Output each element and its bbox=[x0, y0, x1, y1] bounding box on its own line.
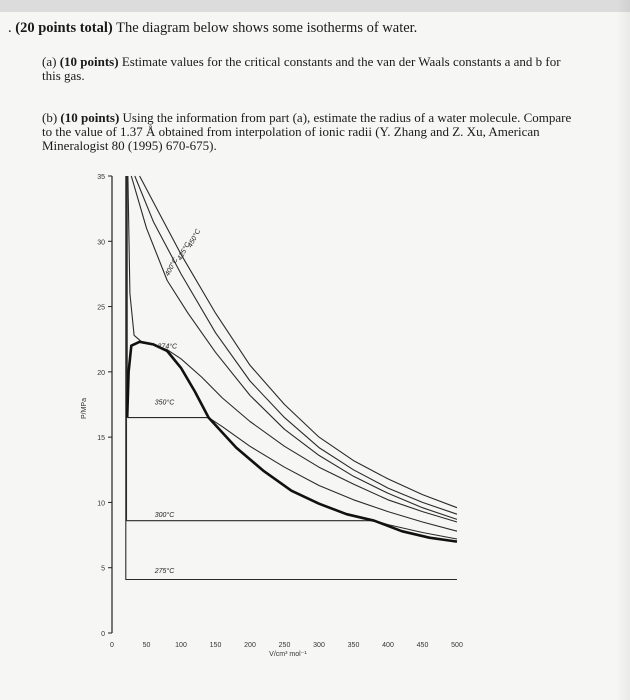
x-tick-label: 0 bbox=[110, 642, 114, 649]
isotherm-line bbox=[127, 176, 458, 539]
x-tick-label: 400 bbox=[382, 642, 394, 649]
isotherm-line bbox=[128, 176, 457, 522]
x-tick-label: 100 bbox=[175, 642, 187, 649]
x-tick-label: 350 bbox=[347, 642, 360, 649]
part-a-points: (10 points) bbox=[59, 54, 119, 69]
isotherm-chart bbox=[72, 168, 472, 688]
isotherm-label: 450°C bbox=[186, 228, 203, 249]
part-a-text: Estimate values for the critical constants and the van der Waals constants a and b for this gas. bbox=[42, 54, 561, 83]
y-tick-label: 25 bbox=[97, 304, 105, 312]
x-axis-label: V/cm³ mol⁻¹ bbox=[269, 651, 307, 658]
isotherm-label: 275°C bbox=[154, 567, 175, 575]
problem-text: The diagram below shows some isotherms of water. bbox=[112, 20, 418, 36]
y-tick-label: 30 bbox=[97, 239, 105, 247]
problem-points: (20 points total) bbox=[15, 20, 113, 36]
x-tick-label: 300 bbox=[313, 642, 325, 649]
isotherm-label: 350°C bbox=[154, 399, 175, 407]
y-tick-label: 35 bbox=[97, 174, 105, 181]
x-tick-label: 200 bbox=[244, 642, 256, 649]
isotherm-label: 400°C bbox=[164, 256, 180, 278]
isotherm-label: 374°C bbox=[157, 343, 178, 351]
coexistence-curve bbox=[127, 342, 457, 542]
isotherm-line bbox=[131, 176, 457, 519]
y-tick-label: 15 bbox=[97, 435, 105, 443]
part-b-points: (10 points) bbox=[60, 110, 120, 125]
isotherm-chart-svg bbox=[72, 168, 472, 688]
y-tick-label: 5 bbox=[101, 565, 105, 573]
y-tick-label: 0 bbox=[101, 631, 105, 638]
y-axis-label: P/MPa bbox=[81, 397, 88, 420]
part-b-label: (b) bbox=[42, 110, 58, 125]
part-b bbox=[42, 111, 582, 153]
x-tick-label: 450 bbox=[416, 642, 429, 649]
isotherm-series bbox=[126, 176, 457, 580]
y-tick-label: 10 bbox=[97, 500, 105, 508]
part-a bbox=[42, 55, 577, 83]
isotherm-label: 300°C bbox=[154, 511, 175, 519]
y-tick-label: 20 bbox=[97, 369, 105, 377]
problem-number: . bbox=[8, 20, 12, 36]
isotherm-label: 425°C bbox=[176, 241, 192, 262]
isotherm-line bbox=[126, 176, 457, 580]
isotherm-line bbox=[135, 176, 457, 514]
problem-statement bbox=[8, 20, 417, 37]
x-tick-label: 250 bbox=[278, 642, 291, 649]
x-tick-label: 50 bbox=[142, 642, 151, 649]
photo-right-shadow bbox=[616, 0, 630, 700]
x-tick-label: 150 bbox=[209, 642, 222, 649]
x-tick-label: 500 bbox=[451, 642, 463, 649]
photo-edge-shadow bbox=[0, 0, 630, 12]
axes bbox=[81, 174, 463, 658]
isotherm-line bbox=[140, 176, 457, 508]
isotherm-line bbox=[127, 176, 457, 531]
part-a-label: (a) bbox=[42, 54, 57, 69]
part-b-text: Using the information from part (a), estimate the radius of a water molecule. Compare to the value of 1.37 Å obtained from interpolation of ionic radii (Y. Zhang and Z. Xu, American Mineralogist 80 (1995) 670-675). bbox=[42, 110, 572, 153]
